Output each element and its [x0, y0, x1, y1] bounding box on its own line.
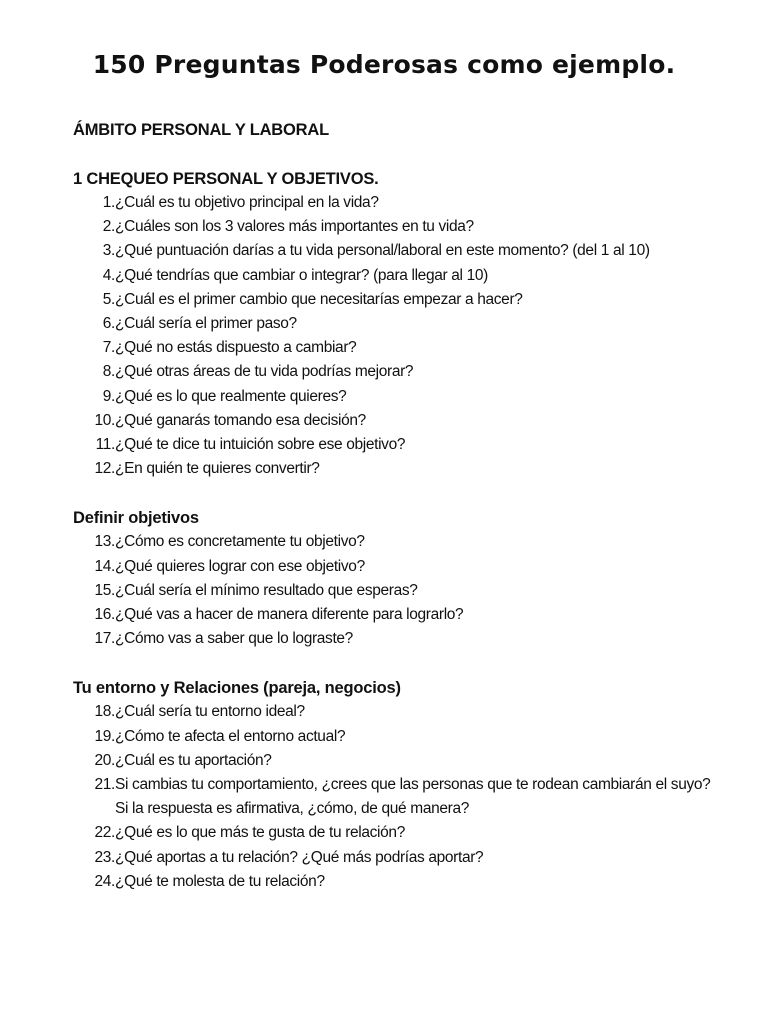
item-text: ¿En quién te quieres convertir? — [115, 460, 320, 478]
section-heading: 1 CHEQUEO PERSONAL Y OBJETIVOS. — [73, 170, 379, 188]
section-chequeo-personal — [73, 167, 713, 481]
list-item — [73, 821, 713, 845]
item-text: ¿Cuál es tu aportación? — [115, 751, 272, 769]
list-item — [73, 312, 713, 336]
list-item — [73, 773, 713, 821]
list-item — [73, 409, 713, 433]
section-heading: Tu entorno y Relaciones (pareja, negocios) — [73, 679, 401, 698]
scope-heading: ÁMBITO PERSONAL Y LABORAL — [73, 121, 329, 139]
item-number: 24. — [94, 872, 115, 890]
list-item — [73, 264, 713, 288]
item-number: 7. — [102, 339, 115, 357]
item-number: 2. — [102, 218, 115, 236]
list-item — [73, 385, 713, 409]
item-number: 12. — [94, 460, 115, 478]
item-text: ¿Qué te dice tu intuición sobre ese objetivo? — [115, 436, 406, 454]
list-item — [73, 433, 713, 457]
item-text: ¿Qué aportas a tu relación? ¿Qué más podrías aportar? — [115, 848, 484, 866]
list-item — [73, 700, 713, 724]
item-text: ¿Qué no estás dispuesto a cambiar? — [115, 339, 357, 357]
item-number: 13. — [94, 533, 115, 551]
list-item — [73, 239, 713, 263]
list-item — [73, 336, 713, 360]
section-definir-objetivos — [73, 506, 713, 651]
item-text: ¿Qué es lo que más te gusta de tu relación? — [115, 824, 405, 842]
section-heading: Definir objetivos — [73, 509, 199, 528]
item-text: ¿Qué ganarás tomando esa decisión? — [115, 411, 366, 429]
item-text: ¿Cuál sería el mínimo resultado que esperas? — [115, 581, 418, 599]
question-list — [73, 530, 713, 651]
item-text: ¿Cómo te afecta el entorno actual? — [115, 727, 346, 745]
list-item — [73, 749, 713, 773]
list-item — [73, 725, 713, 749]
item-text: ¿Qué puntuación darías a tu vida personal/laboral en este momento? (del 1 al 10) — [115, 242, 650, 260]
item-number: 8. — [102, 363, 115, 381]
item-text: ¿Cuál sería tu entorno ideal? — [115, 703, 305, 721]
item-text: ¿Qué te molesta de tu relación? — [115, 872, 325, 890]
item-number: 3. — [102, 242, 115, 260]
item-text: Si cambias tu comportamiento, ¿crees que las personas que te rodean cambiarán el suyo? Si la respuesta es afirmativa, ¿cómo, de qué manera? — [115, 776, 711, 818]
item-number: 21. — [94, 776, 115, 794]
list-item — [73, 288, 713, 312]
item-number: 14. — [94, 557, 115, 575]
item-text: ¿Cuál es el primer cambio que necesitarías empezar a hacer? — [115, 290, 523, 308]
item-text: ¿Qué vas a hacer de manera diferente para lograrlo? — [115, 606, 464, 624]
item-number: 23. — [94, 848, 115, 866]
item-number: 9. — [102, 387, 115, 405]
item-text: ¿Qué quieres lograr con ese objetivo? — [115, 557, 365, 575]
item-number: 20. — [94, 751, 115, 769]
list-item — [73, 191, 713, 215]
list-item — [73, 555, 713, 579]
list-item — [73, 215, 713, 239]
item-number: 4. — [102, 266, 115, 284]
list-item — [73, 627, 713, 651]
list-item — [73, 360, 713, 384]
item-text: ¿Qué tendrías que cambiar o integrar? (para llegar al 10) — [115, 266, 488, 284]
list-item — [73, 846, 713, 870]
document-body — [73, 118, 713, 919]
section-entorno-relaciones — [73, 676, 713, 894]
item-number: 1. — [102, 194, 115, 211]
item-number: 5. — [102, 290, 115, 308]
item-text: ¿Cuáles son los 3 valores más importantes en tu vida? — [115, 218, 474, 236]
item-number: 15. — [94, 581, 115, 599]
item-text: ¿Qué es lo que realmente quieres? — [115, 387, 347, 405]
list-item — [73, 530, 713, 554]
question-list — [73, 191, 713, 481]
item-number: 18. — [94, 703, 115, 721]
item-number: 22. — [94, 824, 115, 842]
list-item — [73, 579, 713, 603]
list-item — [73, 457, 713, 481]
page-title: 150 Preguntas Poderosas como ejemplo. — [92, 50, 676, 79]
list-item — [73, 603, 713, 627]
item-text: ¿Cómo vas a saber que lo lograste? — [115, 630, 353, 648]
item-text: ¿Cómo es concretamente tu objetivo? — [115, 533, 365, 551]
item-text: ¿Cuál sería el primer paso? — [115, 315, 297, 333]
question-list — [73, 700, 713, 894]
item-number: 11. — [95, 436, 115, 454]
item-number: 17. — [94, 630, 115, 648]
item-number: 10. — [94, 411, 115, 429]
item-number: 19. — [94, 727, 115, 745]
item-text: ¿Qué otras áreas de tu vida podrías mejorar? — [115, 363, 414, 381]
item-number: 16. — [94, 606, 115, 624]
item-text: ¿Cuál es tu objetivo principal en la vida? — [115, 194, 379, 211]
list-item — [73, 870, 713, 894]
item-number: 6. — [102, 315, 115, 333]
